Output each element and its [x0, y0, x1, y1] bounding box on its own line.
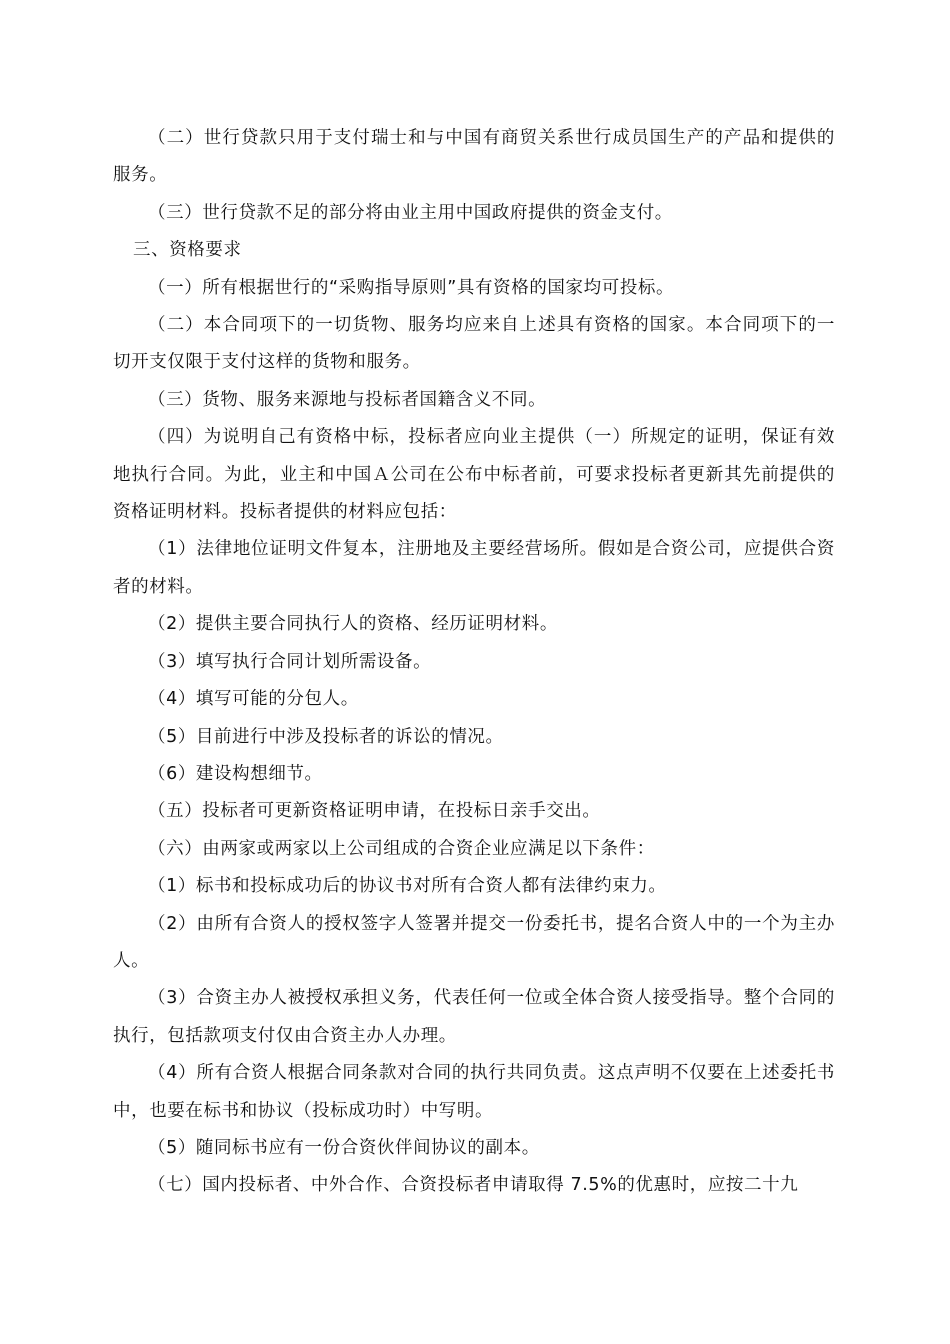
list-item-equipment: （3）填写执行合同计划所需设备。	[148, 651, 432, 672]
list-item-subcontractors: （4）填写可能的分包人。	[148, 689, 359, 710]
paragraph-3-4-proof-of-qualification: （四）为说明自己有资格中标，投标者应向业主提供（一）所规定的证明，保证有效地执行合同。为此，业主和中国Ａ公司在公布中标者前，可要求投标者更新其先前提供的资格证明材料。投标者提供的材料应包括：	[113, 427, 835, 523]
list-item-partnership-agreement: （5）随同标书应有一份合资伙伴间协议的副本。	[148, 1137, 540, 1158]
list-item-lead-partner: （3）合资主办人被授权承担义务，代表任何一位或全体合资人接受指导。整个合同的执行，包括款项支付仅由合资主办人办理。	[113, 988, 835, 1046]
paragraph-3-2-goods-origin: （二）本合同项下的一切货物、服务均应来自上述具有资格的国家。本合同项下的一切开支仅限于支付这样的货物和服务。	[113, 315, 835, 373]
paragraph-3-1-eligible-countries: （一）所有根据世行的“采购指导原则”具有资格的国家均可投标。	[148, 277, 675, 298]
paragraph-2-2-loan-usage: （二）世行贷款只用于支付瑞士和与中国有商贸关系世行成员国生产的产品和提供的服务。	[113, 128, 835, 186]
list-item-construction-concept: （6）建设构想细节。	[148, 763, 323, 784]
list-item-legal-status: （1）法律地位证明文件复本，注册地及主要经营场所。假如是合资公司，应提供合资者的材料。	[113, 539, 835, 597]
list-item-legally-binding: （1）标书和投标成功后的协议书对所有合资人都有法律约束力。	[148, 876, 667, 897]
document-body	[113, 120, 835, 1205]
list-item-key-personnel: （2）提供主要合同执行人的资格、经历证明材料。	[148, 614, 558, 635]
paragraph-3-6-joint-venture-conditions: （六）由两家或两家以上公司组成的合资企业应满足以下条件：	[148, 838, 655, 859]
list-item-power-of-attorney: （2）由所有合资人的授权签字人签署并提交一份委托书，提名合资人中的一个为主办人。	[113, 913, 835, 971]
section-heading-qualification: 三、资格要求	[133, 240, 242, 261]
list-item-joint-liability: （4）所有合资人根据合同条款对合同的执行共同负责。这点声明不仅要在上述委托书中，也要在标书和协议（投标成功时）中写明。	[113, 1063, 835, 1121]
paragraph-2-3-shortfall-funding: （三）世行贷款不足的部分将由业主用中国政府提供的资金支付。	[148, 202, 673, 223]
paragraph-3-5-update-application: （五）投标者可更新资格证明申请，在投标日亲手交出。	[148, 801, 601, 822]
list-item-litigation: （5）目前进行中涉及投标者的诉讼的情况。	[148, 726, 504, 747]
paragraph-3-3-origin-vs-nationality: （三）货物、服务来源地与投标者国籍含义不同。	[148, 389, 547, 410]
paragraph-3-7-domestic-preference: （七）国内投标者、中外合作、合资投标者申请取得 7.5%的优惠时，应按二十九	[148, 1175, 799, 1196]
